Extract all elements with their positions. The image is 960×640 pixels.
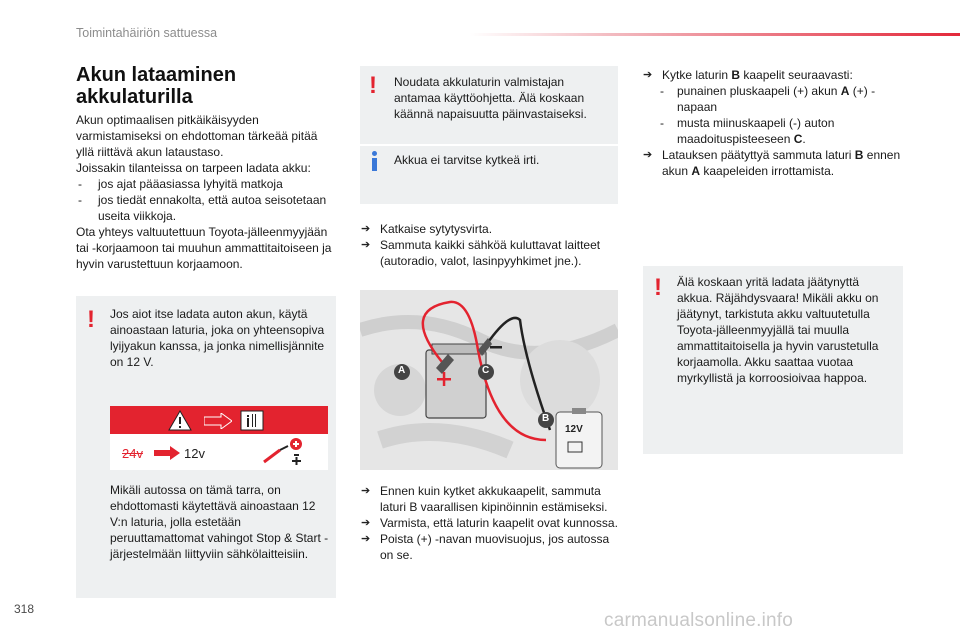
connect-instructions <box>643 67 905 179</box>
section-title-line1: Akun lataaminen <box>76 64 237 86</box>
list-item: ➔ Katkaise sytytysvirta. <box>361 222 493 236</box>
list-item: ➔ Ennen kuin kytket akkukaapelit, sammuta laturi B vaarallisen kipinöinnin estämiseksi. <box>361 484 608 514</box>
section-title <box>76 64 336 108</box>
arrow-right-icon <box>154 446 180 460</box>
exclamation-icon: ! <box>654 274 662 301</box>
voltage-sticker <box>110 406 328 470</box>
label-12v: 12v <box>184 446 205 461</box>
info-note-box <box>360 146 618 204</box>
warning-voltage-text: Jos aiot itse ladata auton akun, käytä ainoastaan laturia, joka on yhteensopiva lyijyakun kanssa, ja jonka nimellisjännite on 12 V. <box>110 307 325 369</box>
label-a: A <box>398 365 406 376</box>
header-title: Toimintahäiriön sattuessa <box>76 26 218 40</box>
post-steps-list <box>361 483 623 563</box>
sticker-explanation-text: Mikäli autossa on tämä tarra, on ehdottomasti käytettävä ainoastaan 12 V:n laturia, jolla estetään peruuttamattomat vahingot Stop & Start -järjestelmään liittyviin sähkölaitteisiin. <box>110 483 329 561</box>
info-icon <box>372 151 377 171</box>
arrow-bullet-icon: ➔ <box>643 69 653 81</box>
arrow-bullet-icon: ➔ <box>361 517 371 529</box>
cases-list <box>76 176 338 224</box>
engine-bay-drawing <box>360 290 618 470</box>
header-accent-bar <box>470 33 960 36</box>
warning-frozen-box <box>643 266 903 454</box>
exclamation-icon: ! <box>369 72 377 99</box>
list-item: - jos ajat pääasiassa lyhyitä matkoja <box>76 176 338 192</box>
info-note-text: Akkua ei tarvitse kytkeä irti. <box>394 153 540 167</box>
arrow-bullet-icon: ➔ <box>361 223 371 235</box>
warning-triangle-icon <box>168 410 192 431</box>
list-item: - punainen pluskaapeli (+) akun A (+) -napaan <box>658 83 905 115</box>
arrow-bullet-icon: ➔ <box>361 485 371 497</box>
arrow-bullet-icon: ➔ <box>361 533 371 545</box>
manual-info-icon <box>240 410 264 431</box>
warning-instructions-text: Noudata akkulaturin valmistajan antamaa käyttöohjetta. Älä koskaan käännä napaisuutta päinvastaiseksi. <box>394 75 587 121</box>
page-number: 318 <box>14 602 35 616</box>
arrow-bullet-icon: ➔ <box>361 239 371 251</box>
cable-order-list <box>658 83 905 147</box>
charger-voltage-label: 12V <box>565 424 583 435</box>
list-item: ➔ Latauksen päätyttyä sammuta laturi B ennen akun A kaapeleiden irrottamista. <box>643 148 901 178</box>
connect-list <box>643 67 905 179</box>
list-item: - jos tiedät ennakolta, että autoa seisotetaan useita viikkoja. <box>76 192 338 224</box>
list-item: ➔ Varmista, että laturin kaapelit ovat kunnossa. <box>361 516 618 530</box>
list-item: ➔ Poista (+) -navan muovisuojus, jos autossa on se. <box>361 532 610 562</box>
exclamation-icon: ! <box>87 306 95 333</box>
section-intro-block <box>76 112 338 272</box>
arrow-bullet-icon: ➔ <box>643 149 653 161</box>
warning-instructions-box <box>360 66 618 144</box>
warning-frozen-text: Älä koskaan yritä ladata jäätynyttä akkua. Räjähdysvaara! Mikäli akku on jäätynyt, tarkistuta akku valtuutetulla Toyota-jälleenmyyjällä tai muulla ammattitaitoisella ja hyvin varustetulla korjaamolla. Akku saattaa vuotaa myrkyllistä ja korroosioivaa happoa. <box>677 275 879 385</box>
arrow-right-icon <box>204 413 232 429</box>
charging-illustration <box>360 290 618 470</box>
warning-voltage-box <box>76 296 336 598</box>
intro-text: Akun optimaalisen pitkäikäisyyden varmistamiseksi on ehdottoman tärkeää pitää yllä riittävä akun lataustaso. <box>76 113 318 159</box>
watermark: carmanualsonline.info <box>604 610 794 631</box>
list-item: - musta miinuskaapeli (-) auton maadoituspisteeseen C. <box>658 115 905 147</box>
list-item: ➔ Sammuta kaikki sähköä kuluttavat laitteet (autoradio, valot, lasinpyyhkimet jne.). <box>361 238 601 268</box>
list-item: ➔ Kytke laturin B kaapelit seuraavasti: - punainen pluskaapeli (+) akun A (+) -napaan - musta miinuskaapeli (-) auton maadoituspisteeseen C. <box>643 67 905 147</box>
label-b: B <box>542 413 550 424</box>
cases-intro: Joissakin tilanteissa on tarpeen ladata akku: <box>76 161 311 175</box>
charger-clamp-icon <box>262 436 308 468</box>
pre-steps-list <box>361 221 621 269</box>
label-24v: 24v <box>122 446 143 461</box>
contact-text: Ota yhteys valtuutettuun Toyota-jälleenmyyjään tai -korjaamoon tai muuhun ammattitaitoiseen ja hyvin varustettuun korjaamoon. <box>76 225 332 271</box>
label-c: C <box>482 365 490 376</box>
section-title-line2: akkulaturilla <box>76 86 193 108</box>
